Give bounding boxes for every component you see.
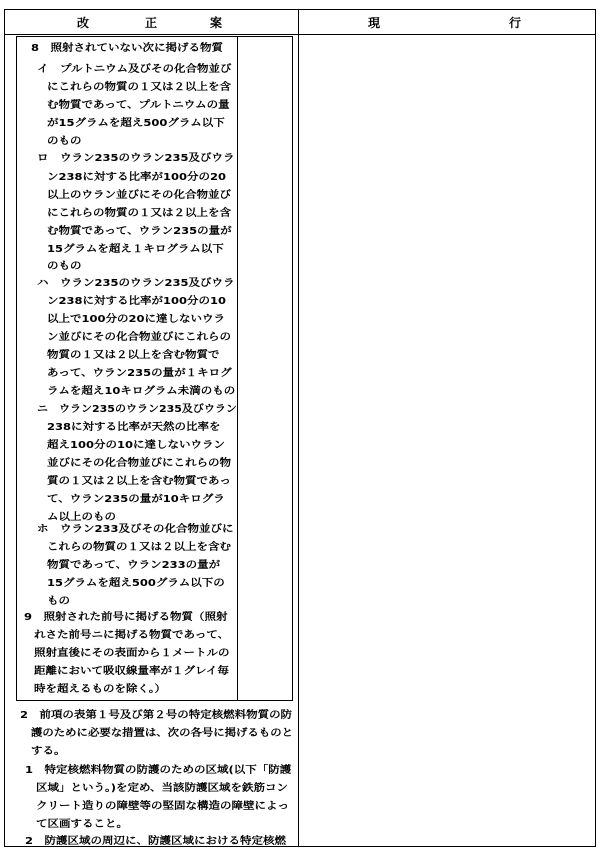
text-line: のもの: [47, 261, 82, 272]
text-line: 以上で100分の20に達しないウラ: [47, 314, 226, 325]
text-line: ン並びにその化合物並びにこれらの: [47, 332, 231, 343]
text-line: ニ ウラン235のウラン235及びウラン: [37, 404, 237, 415]
text-line: もの: [47, 596, 70, 607]
text-line: 質の１又は２以上を含む物質であっ: [47, 476, 231, 487]
text-line: これらの物質の１又は２以上を含む: [47, 542, 231, 553]
text-line: にこれらの物質の１又は２以上を含: [47, 82, 231, 93]
header-left-char-1: 改: [77, 16, 90, 30]
text-line: 照射直後にその表面から１メートルの: [34, 648, 230, 659]
text-line: ン238に対する比率が100分の20: [47, 172, 227, 183]
text-line: にこれらの物質の１又は２以上を含: [47, 208, 231, 219]
inner-column-divider: [237, 36, 238, 701]
text-line: て区画すること。: [36, 819, 128, 830]
text-line: む物質であって、プルトニウムの量: [47, 100, 230, 111]
header-right-char-1: 現: [368, 16, 381, 30]
text-line: ラムを超え10キログラム未満のもの: [47, 386, 236, 397]
column-divider: [298, 9, 299, 847]
text-line: ホ ウラン233及びその化合物並びに: [37, 524, 234, 535]
text-line: ハ ウラン235のウラン235及びウラ: [37, 278, 235, 289]
header-right-char-2: 行: [509, 16, 522, 30]
text-line: する。: [31, 746, 66, 757]
text-line: 8 照射されていない次に掲げる物質: [31, 43, 224, 54]
text-line: 並びにその化合物並びにこれらの物: [47, 458, 231, 469]
text-line: む物質であって、ウラン235の量が: [47, 226, 232, 237]
text-line: 護のために必要な措置は、次の各号に掲げるものと: [31, 728, 293, 739]
text-line: ン238に対する比率が100分の10: [47, 296, 227, 307]
text-line: クリート造りの障壁等の堅固な構造の障壁によっ: [36, 801, 289, 812]
text-line: 以上のウラン並びにその化合物並び: [47, 190, 231, 201]
text-line: ロ ウラン235のウラン235及びウラ: [37, 153, 235, 164]
text-line: 超え100分の10に達しないウラン: [47, 440, 226, 451]
text-line: のもの: [47, 136, 82, 147]
text-line: ム以上のもの: [47, 512, 116, 523]
text-line: 15グラムを超え500グラム以下の: [47, 578, 225, 589]
text-line: て、ウラン235の量が10キログラ: [47, 494, 225, 505]
text-line: あって、ウラン235の量が１キログ: [47, 368, 232, 379]
text-line: 2 防護区域の周辺に、防護区域における特定核燃: [25, 836, 287, 847]
header-left-char-2: 正: [145, 16, 158, 30]
text-line: 物質であって、ウラン233の量が: [47, 560, 221, 571]
text-line: 区域」という。)を定め、当該防護区域を鉄筋コン: [36, 783, 289, 794]
text-line: 9 照射された前号に掲げる物質（照射: [24, 612, 228, 623]
text-line: 2 前項の表第１号及び第２号の特定核燃料物質の防: [20, 710, 293, 721]
text-line: 238に対する比率が天然の比率を: [47, 422, 221, 433]
text-line: 15グラムを超え１キログラム以下: [47, 244, 224, 255]
text-line: 時を超えるものを除く。）: [34, 684, 167, 695]
text-line: 1 特定核燃料物質の防護のための区域(以下「防護: [25, 765, 292, 776]
text-line: 距離において吸収線量率が１グレイ毎: [34, 666, 229, 677]
text-line: イ プルトニウム及びその化合物並び: [37, 64, 232, 75]
text-line: れさた前号ニに掲げる物質であって、: [34, 630, 230, 641]
header-left-char-3: 案: [210, 16, 223, 30]
text-line: 物質の１又は２以上を含む物質で: [47, 350, 220, 361]
header-divider: [4, 34, 596, 35]
text-line: が15グラムを超え500グラム以下: [47, 118, 225, 129]
